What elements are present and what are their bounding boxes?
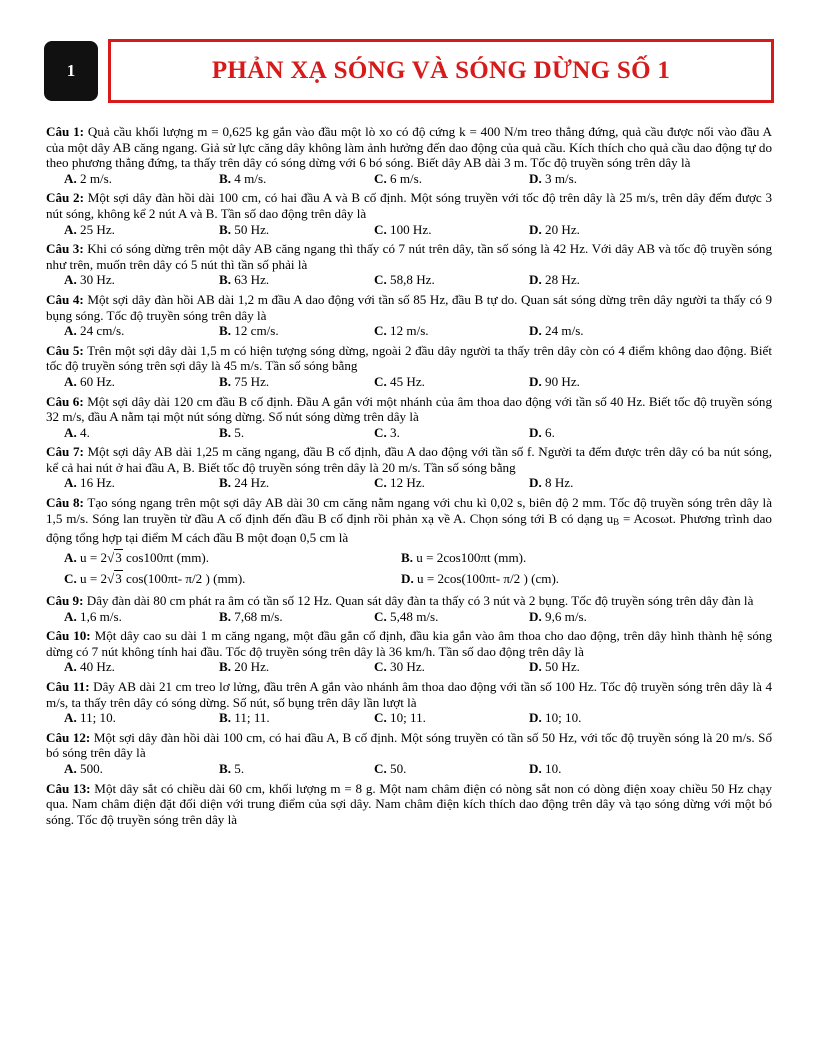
option-b: B. 5. [219, 760, 245, 776]
option-b: B. 7,68 m/s. [219, 608, 283, 624]
question-label: Câu 2: [46, 190, 84, 206]
option-b: B. 50 Hz. [219, 221, 270, 237]
question-text: Một sợi dây đàn hồi AB dài 1,2 m đầu A dao động với tần số 85 Hz, đầu B tự do. Quan sát sóng dừng trên dây người ta thấy có 9 bụng sóng. Tốc độ truyền sóng trên dây là [46, 291, 773, 323]
option-d: D. 28 Hz. [529, 272, 580, 288]
option-d: D. 6. [529, 424, 555, 440]
option-b: B. 4 m/s. [219, 170, 267, 186]
question-12 [46, 730, 772, 777]
option-c: C. 10; 11. [374, 710, 426, 726]
question-11 [46, 679, 772, 726]
question-10 [46, 628, 772, 675]
option-d: D. 8 Hz. [529, 475, 574, 491]
option-a: A. u = 2√3 cos100πt (mm). [64, 549, 210, 565]
question-label: Câu 11: [46, 679, 90, 694]
question-list [46, 124, 772, 827]
question-text: Trên một sợi dây dài 1,5 m có hiện tượng sóng dừng, ngoài 2 đầu dây người ta thấy trên dây còn có 4 điểm không dao động. Biết tốc độ truyền sóng trên sợi dây là 45 m/s. Tần số sóng bằng [46, 342, 772, 374]
option-b: B. 20 Hz. [219, 659, 270, 675]
title-box [108, 39, 774, 103]
option-b: B. 5. [219, 424, 245, 440]
option-c: C. 12 Hz. [374, 475, 425, 491]
question-text-continued: = Acosωt. Phương trình dao động tổng hợp tại điểm M cách đầu B một đoạn 0,5 cm là [46, 510, 772, 546]
option-a: A. 25 Hz. [64, 221, 115, 237]
option-b: B. 12 cm/s. [219, 323, 279, 339]
option-d: D. u = 2cos(100πt- π/2 ) (cm). [401, 571, 560, 587]
option-c: C. 45 Hz. [374, 373, 425, 389]
option-a: A. 500. [64, 760, 103, 776]
option-a: A. 24 cm/s. [64, 323, 125, 339]
question-3 [46, 241, 772, 288]
option-c: C. 12 m/s. [374, 323, 429, 339]
question-6 [46, 394, 772, 441]
option-a: A. 60 Hz. [64, 373, 115, 389]
option-b: B. 75 Hz. [219, 373, 270, 389]
option-a: A. 1,6 m/s. [64, 608, 122, 624]
page-title: PHẢN XẠ SÓNG VÀ SÓNG DỪNG SỐ 1 [211, 57, 671, 84]
option-d: D. 3 m/s. [529, 170, 578, 186]
question-label: Câu 12: [46, 729, 91, 745]
question-text: Một sợi dây đàn hồi dài 100 cm, có hai đầu A, B cố định. Một sóng truyền có tần số 50 Hz, với tốc độ truyền sóng là 20 m/s. Số bó sóng trên dây là [46, 729, 772, 761]
option-c: C. 100 Hz. [374, 221, 432, 237]
question-label: Câu 13: [46, 780, 91, 796]
option-d: D. 90 Hz. [529, 373, 580, 389]
question-label: Câu 1: [46, 124, 85, 139]
option-c: C. 6 m/s. [374, 170, 423, 186]
option-a: A. 2 m/s. [64, 170, 113, 186]
option-a: A. 4. [64, 424, 90, 440]
question-text: Một dây cao su dài 1 m căng ngang, một đầu gắn cố định, đầu kia gắn vào âm thoa cho dao động, trên dây hình thành hệ sóng dừng có 7 nút không tính hai đầu. Tốc độ truyền sóng trên dây là 36 km/h. Tần số dao động trên dây là [46, 628, 772, 659]
question-text: Dây đàn dài 80 cm phát ra âm có tần số 12 Hz. Quan sát dây đàn ta thấy có 3 nút và 2 bụng. Tốc độ truyền sóng trên dây đàn là [86, 593, 754, 609]
question-label: Câu 10: [46, 628, 91, 644]
question-label: Câu 8: [46, 495, 84, 511]
question-text: Quả cầu khối lượng m = 0,625 kg gắn vào đầu một lò xo có độ cứng k = 400 N/m treo thẳng đứng, quả cầu được nối vào đầu A của một dây AB căng ngang. Giả sử lực căng dây không làm ảnh hưởng đến dao động của quả cầu. Kích thích cho quả cầu dao động tự do theo phương thẳng đứng, ta thấy trên dây có sóng dừng với 6 bó sóng. Biết dây AB dài 3 m. Tốc độ truyền sóng trên dây là [46, 124, 772, 171]
option-c: C. u = 2√3 cos(100πt- π/2 ) (mm). [64, 571, 246, 587]
option-c: C. 58,8 Hz. [374, 272, 435, 288]
option-d: D. 20 Hz. [529, 221, 580, 237]
option-c: C. 30 Hz. [374, 659, 425, 675]
question-text: Một sợi dây AB dài 1,25 m căng ngang, đầu B cố định, đầu A dao động với tần số f. Người ta đếm được trên dây có ba nút sóng, kể cả hai nút ở hai đầu A, B. Biết tốc độ truyền sóng trên dây là 20 m/s. Tần số sóng bằng [46, 444, 772, 475]
question-label: Câu 9: [46, 593, 84, 609]
question-text: Khi có sóng dừng trên một dây AB căng ngang thì thấy có 7 nút trên dây, tần số sóng là 42 Hz. Với dây AB và tốc độ truyền sóng như trên, muốn trên dây có 5 nút thì tần số phải là [46, 241, 772, 272]
subscript-b: B [613, 516, 620, 527]
option-b: B. 63 Hz. [219, 272, 270, 288]
option-b: B. 11; 11. [219, 710, 270, 726]
question-13 [46, 781, 772, 828]
question-text: Một dây sắt có chiều dài 60 cm, khối lượng m = 8 g. Một nam châm điện có nòng sắt non có dòng điện xoay chiều 50 Hz chạy qua. Nam châm điện đặt đối diện với trung điểm của sợi dây. Nam châm điện kích thích dao động trên dây và tạo sóng dừng với một bó sóng. Tốc độ truyền sóng trên dây là [46, 780, 772, 827]
sqrt-symbol: √3 [107, 571, 122, 587]
question-7 [46, 444, 772, 491]
option-c: C. 50. [374, 760, 407, 776]
question-text: Một sợi dây dài 120 cm đầu B cố định. Đầu A gắn với một nhánh của âm thoa dao động với tần số 40 Hz. Biết tốc độ truyền sóng 32 m/s, đầu A nằm tại một nút sóng dừng. Số nút sóng dừng trên dây là [46, 393, 772, 425]
option-b: B. u = 2cos100πt (mm). [401, 549, 527, 565]
option-d: D. 50 Hz. [529, 659, 580, 675]
question-8 [46, 495, 772, 587]
option-a: A. 40 Hz. [64, 659, 115, 675]
question-text: Tạo sóng ngang trên một sợi dây AB dài 30 cm căng nằm ngang với chu kì 0,02 s, biên độ 2 mm. Tốc độ truyền sóng trên dây là 1,5 m/s. Sóng lan truyền từ đầu A cố định đến đầu B cố định rồi phản xạ về A. Chọn sóng tới B có dạng u [46, 495, 773, 526]
question-1 [46, 124, 772, 186]
question-label: Câu 3: [46, 241, 84, 257]
question-label: Câu 6: [46, 393, 84, 409]
option-d: D. 24 m/s. [529, 323, 584, 339]
section-number-badge: 1 [44, 41, 98, 101]
option-c: C. 5,48 m/s. [374, 608, 439, 624]
option-a: A. 11; 10. [64, 710, 116, 726]
question-text: Dây AB dài 21 cm treo lơ lửng, đầu trên A gắn vào nhánh âm thoa dao động với tần số 100 Hz. Tốc độ truyền sóng trên dây là 4 m/s, ta thấy trên dây có sóng dừng. Số nút, số bụng trên dây lần lượt là [46, 679, 772, 710]
option-d: D. 10. [529, 760, 562, 776]
option-c: C. 3. [374, 424, 400, 440]
question-label: Câu 4: [46, 291, 84, 307]
question-label: Câu 5: [46, 342, 84, 358]
option-a: A. 16 Hz. [64, 475, 115, 491]
option-d: D. 9,6 m/s. [529, 608, 587, 624]
option-d: D. 10; 10. [529, 710, 582, 726]
question-2 [46, 190, 772, 237]
sqrt-symbol: √3 [107, 549, 122, 565]
question-9 [46, 593, 772, 624]
option-b: B. 24 Hz. [219, 475, 270, 491]
question-5 [46, 343, 772, 390]
question-4 [46, 292, 772, 339]
question-text: Một sợi dây đàn hồi dài 100 cm, có hai đầu A và B cố định. Một sóng truyền với tốc độ trên dây là 25 m/s, trên dây đếm được 3 nút sóng, không kể 2 nút A và B. Tần số dao động trên dây là [46, 190, 773, 221]
option-a: A. 30 Hz. [64, 272, 115, 288]
question-label: Câu 7: [46, 444, 84, 460]
